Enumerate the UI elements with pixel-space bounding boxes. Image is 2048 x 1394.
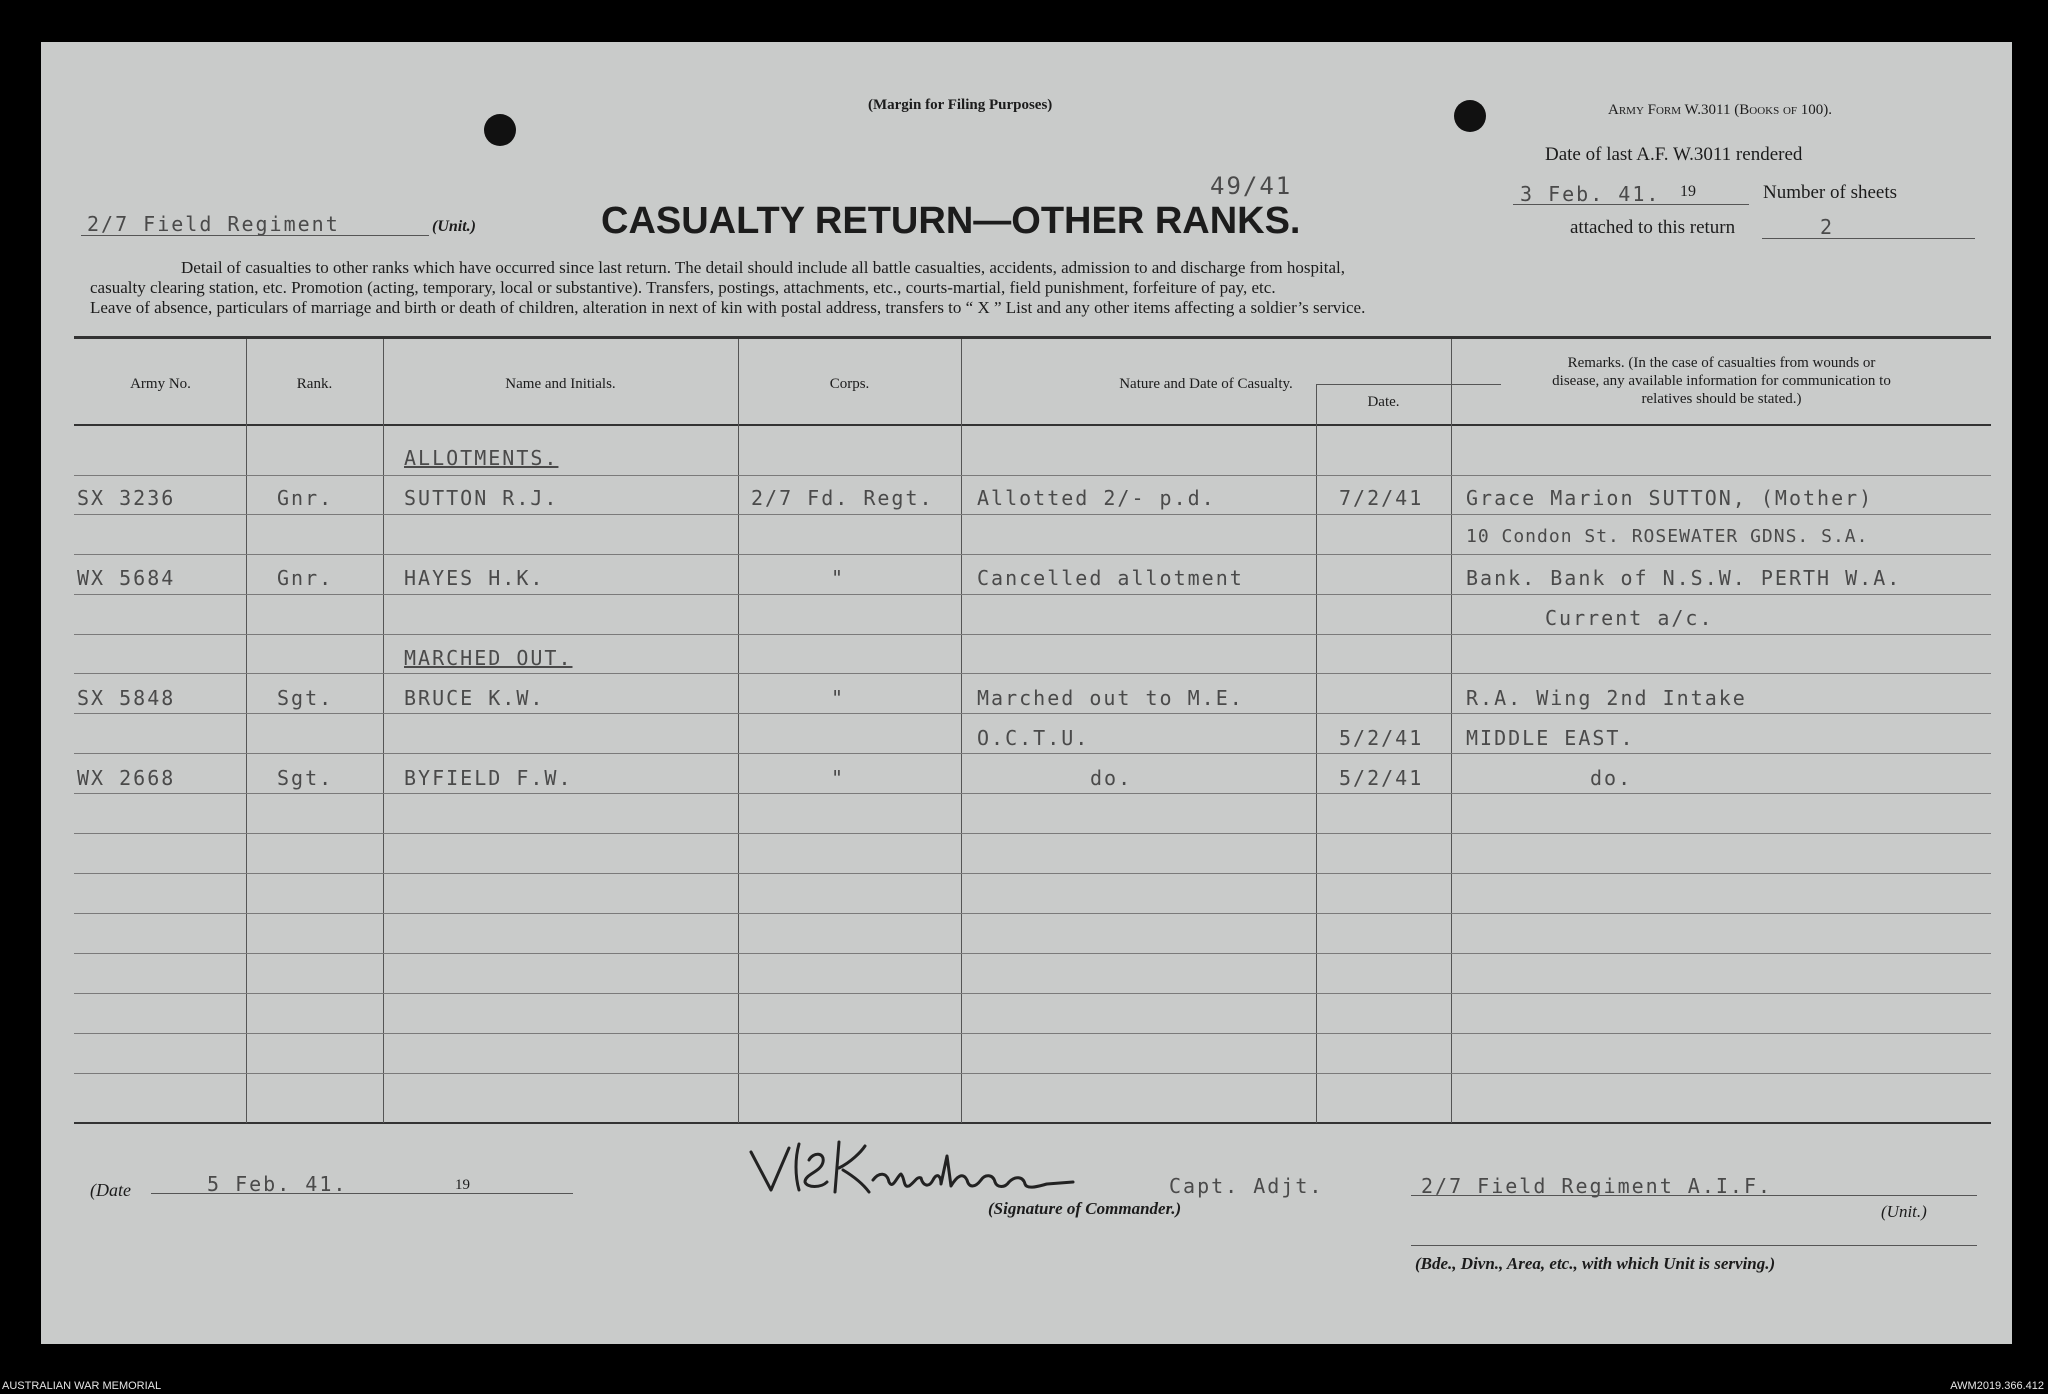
table-top-rule <box>74 336 1991 339</box>
attached-label: attached to this return <box>1570 217 1736 238</box>
col-nature: Nature and Date of Casualty. <box>1119 376 1293 392</box>
footer-unit-value: 2/7 Field Regiment A.I.F. <box>1421 1174 1773 1198</box>
page-title: CASUALTY RETURN—OTHER RANKS. <box>601 200 1301 242</box>
col-corps: Corps. <box>829 376 870 392</box>
r2-corps: " <box>831 566 846 590</box>
col-date: Date. <box>1367 394 1400 410</box>
r1-army-no: SX 3236 <box>77 486 176 510</box>
r1-rank: Gnr. <box>277 486 334 510</box>
footer-date-value: 5 Feb. 41. <box>207 1172 348 1196</box>
reference-number: 49/41 <box>1210 172 1293 200</box>
punch-hole-right <box>1454 100 1486 132</box>
r2-name: HAYES H.K. <box>404 566 545 590</box>
archive-id: AWM2019.366.412 <box>1950 1380 2044 1392</box>
r3-rank: Sgt. <box>277 686 334 710</box>
margin-note: (Margin for Filing Purposes) <box>868 97 1053 113</box>
archive-credit: AUSTRALIAN WAR MEMORIAL <box>2 1380 162 1392</box>
instructions-line-1: Detail of casualties to other ranks which have occurred since last return. The detail should include all battle casualties, accidents, admission to and discharge from hospital, <box>181 258 1345 277</box>
signature-label: (Signature of Commander.) <box>988 1199 1182 1218</box>
bde-label: (Bde., Divn., Area, etc., with which Unit is serving.) <box>1415 1254 1776 1273</box>
army-form-label: Army Form W.3011 (Books of 100). <box>1608 102 1833 118</box>
footer-rank-value: Capt. Adjt. <box>1169 1174 1324 1198</box>
r1-name: SUTTON R.J. <box>404 486 559 510</box>
r4-rank: Sgt. <box>277 766 334 790</box>
r2-remarks-2: Current a/c. <box>1545 606 1714 630</box>
r4-nature: do. <box>1090 766 1133 790</box>
r2-remarks: Bank. Bank of N.S.W. PERTH W.A. <box>1466 566 1902 590</box>
footer-year-prefix: 19 <box>455 1177 470 1193</box>
section-allotments: ALLOTMENTS. <box>404 446 559 470</box>
footer-unit-label: (Unit.) <box>1881 1202 1927 1221</box>
r1-remarks-2: 10 Condon St. ROSEWATER GDNS. S.A. <box>1466 526 1869 547</box>
r4-date: 5/2/41 <box>1339 766 1424 790</box>
section-marched-out: MARCHED OUT. <box>404 646 573 670</box>
col-army-no: Army No. <box>130 376 191 392</box>
col-remarks-3: relatives should be stated.) <box>1641 391 1802 407</box>
r3-army-no: SX 5848 <box>77 686 176 710</box>
r2-nature: Cancelled allotment <box>977 566 1244 590</box>
r3-nature-2: O.C.T.U. <box>977 726 1090 750</box>
r3-nature: Marched out to M.E. <box>977 686 1244 710</box>
col-remarks-2: disease, any available information for communication to <box>1552 373 1891 389</box>
footer-date-label: (Date <box>90 1180 131 1200</box>
col-name: Name and Initials. <box>505 376 616 392</box>
r4-name: BYFIELD F.W. <box>404 766 573 790</box>
col-remarks-1: Remarks. (In the case of casualties from wounds or <box>1567 355 1876 371</box>
r4-remarks: do. <box>1590 766 1633 790</box>
archive-footer-bar <box>0 1382 2048 1394</box>
r4-army-no: WX 2668 <box>77 766 176 790</box>
r3-corps: " <box>831 686 846 710</box>
r1-corps: 2/7 Fd. Regt. <box>751 486 934 510</box>
r1-date: 7/2/41 <box>1339 486 1424 510</box>
date-last-value: 3 Feb. 41. <box>1520 182 1661 206</box>
unit-value: 2/7 Field Regiment <box>87 212 340 236</box>
r4-corps: " <box>831 766 846 790</box>
r1-remarks: Grace Marion SUTTON, (Mother) <box>1466 486 1874 510</box>
col-rank: Rank. <box>296 376 333 392</box>
r3-name: BRUCE K.W. <box>404 686 545 710</box>
instructions-line-3: Leave of absence, particulars of marriage and birth or death of children, alteration in next of kin with postal address, transfers to “ X ” List and any other items affecting a soldier’s service. <box>90 298 1366 317</box>
r3-remarks-2: MIDDLE EAST. <box>1466 726 1635 750</box>
punch-hole-left <box>484 114 516 146</box>
instructions-line-2: casualty clearing station, etc. Promotion (acting, temporary, local or substantive). Transfers, postings, attachments, etc., courts-martial, field punishment, forfeiture of pay, etc. <box>90 278 1276 297</box>
date-last-year-prefix: 19 <box>1680 183 1696 200</box>
unit-label: (Unit.) <box>432 218 476 235</box>
r2-rank: Gnr. <box>277 566 334 590</box>
number-of-sheets-label: Number of sheets <box>1763 182 1898 203</box>
date-last-rendered-label: Date of last A.F. W.3011 rendered <box>1545 144 1803 165</box>
r2-army-no: WX 5684 <box>77 566 176 590</box>
r3-date: 5/2/41 <box>1339 726 1424 750</box>
document-sheet <box>41 42 2012 1344</box>
r3-remarks: R.A. Wing 2nd Intake <box>1466 686 1747 710</box>
sheets-value: 2 <box>1820 215 1835 239</box>
table-header-rule <box>74 424 1991 426</box>
r1-nature: Allotted 2/- p.d. <box>977 486 1216 510</box>
